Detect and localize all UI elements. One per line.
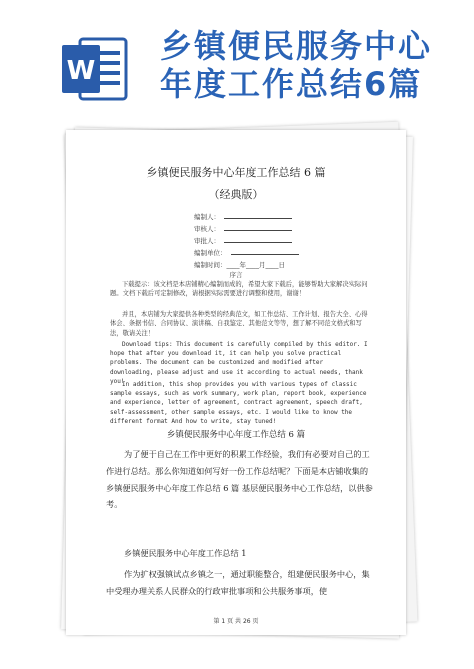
- download-tip-en: Download tips: This document is carefully compiled by this editor. I hope that after you download it, it can help you solve practical problems. The document can be customized and modified after downloading, please adjust and use it according to actual needs, thank you!: [110, 341, 368, 385]
- field-line: [231, 248, 299, 255]
- page-title-line1: 乡镇便民服务中心: [160, 27, 433, 65]
- field-date-value: ____年____月____日: [226, 261, 285, 269]
- field-approver: 审批人：: [194, 236, 292, 245]
- body-intro: 为了便于自己在工作中更好的积累工作经验，我们有必要对自己的工作进行总结。那么你知道如何写好一份工作总结呢？下面是本店铺收集的乡镇便民服务中心年度工作总结 6 篇 基层便民服务中心工作总结，以供参考。: [106, 449, 373, 510]
- section-title: 乡镇便民服务中心年度工作总结 6 篇: [166, 430, 306, 440]
- document-subtitle: （经典版）: [208, 188, 264, 201]
- download-tip-cn: 下载提示：该文档是本店铺精心编制而成的，希望大家下载后，能够帮助大家解决实际问题。文档下载后可定制修改，请根据实际需要进行调整和使用，谢谢！: [110, 281, 368, 298]
- shop-intro-en: In addition, this shop provides you with various types of classic sample essays, such as work summary, work plan, report book, experience and experience, letter of agreement, contract agreement, speech draft, self-assessment, other sample essays, etc. I would like to know the different format And how to write, stay tuned!: [110, 381, 367, 425]
- shop-intro-cn: 并且，本店铺为大家提供各种类型的经典范文，如工作总结、工作计划、报告大全、心得体会、条据书信、合同协议、演讲稿、自我鉴定、其他范文等等，想了解不同范文格式和写法，敬请关注！: [110, 311, 368, 337]
- page-title-line2: 年度工作总结6篇: [160, 65, 423, 103]
- word-icon: [58, 33, 130, 105]
- svg-text:W: W: [66, 56, 96, 86]
- page-number: 第 1 页 共 26 页: [213, 618, 259, 625]
- preface-heading: 序言: [229, 271, 243, 279]
- field-reviewer: 审核人：: [194, 224, 292, 233]
- field-line: [224, 236, 292, 243]
- field-editor: 编制人：: [194, 212, 292, 221]
- body-para1: 作为扩权强镇试点乡镇之一，通过职能整合，组建便民服务中心，集中受理办理关系人民群众的行政审批事项和公共服务事项，使: [106, 569, 370, 596]
- sub-heading: 乡镇便民服务中心年度工作总结 1: [124, 548, 247, 558]
- field-line: [224, 212, 292, 219]
- document-page: [66, 130, 406, 635]
- field-unit: 编制单位：: [194, 248, 299, 257]
- field-line: [224, 224, 292, 231]
- field-date: 编制时间：____年____月____日: [194, 261, 285, 269]
- document-title: 乡镇便民服务中心年度工作总结 6 篇: [146, 166, 326, 179]
